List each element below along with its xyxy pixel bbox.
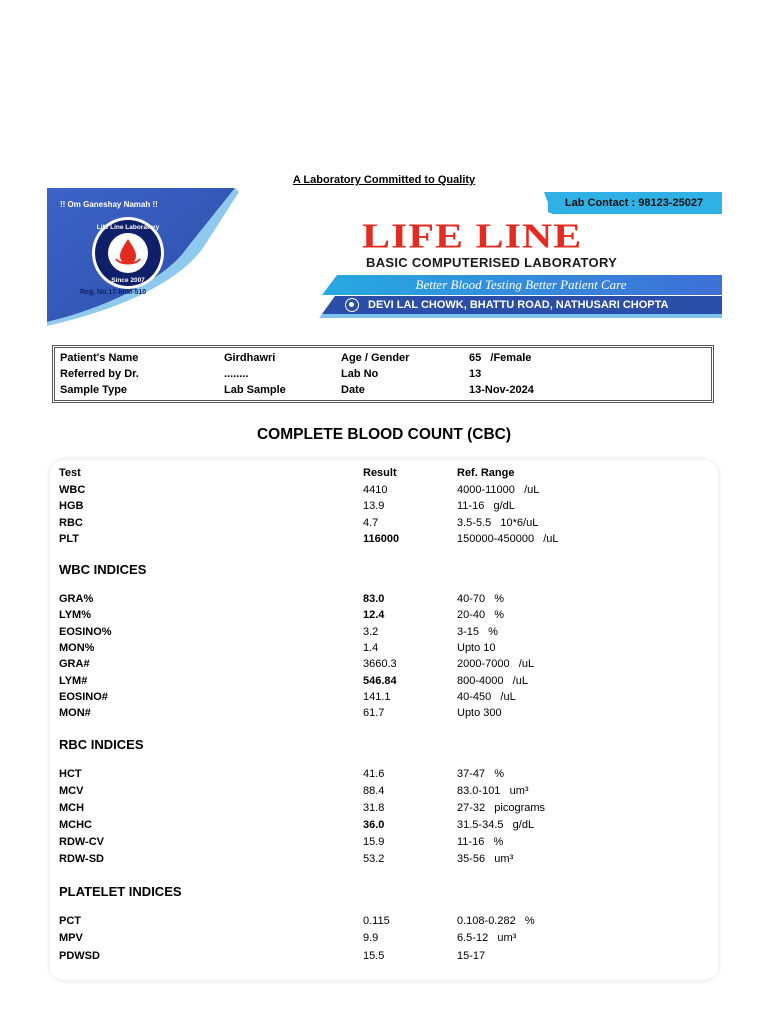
test-name: HCT (59, 768, 82, 780)
test-result: 15.9 (363, 836, 385, 848)
test-result: 13.9 (363, 500, 385, 513)
referred-by-label: Referred by Dr. (60, 368, 139, 380)
report-date: 13-Nov-2024 (469, 384, 534, 396)
test-name: EOSINO% (59, 625, 112, 638)
test-result: 88.4 (363, 785, 385, 797)
test-result: 15.5 (363, 949, 385, 962)
test-result: 4.7 (363, 516, 379, 529)
test-name: PCT (59, 915, 81, 927)
address-band-accent (319, 314, 722, 318)
test-result: 61.7 (363, 707, 385, 720)
lab-no: 13 (469, 368, 482, 380)
reference-range: 11-16 g/dL (457, 500, 515, 513)
col-header-range: Ref. Range (457, 467, 515, 479)
test-result: 12.4 (363, 609, 385, 622)
reference-range: 27-32 picograms (457, 802, 546, 814)
reference-range: 83.0-101 um³ (457, 785, 529, 797)
lab-seal (90, 215, 166, 291)
test-result: 0.115 (363, 915, 390, 927)
date-label: Date (341, 384, 365, 396)
reference-range: 0.108-0.282 % (457, 915, 535, 927)
brand-name: LIFE LINE (362, 218, 583, 256)
test-name: RDW-SD (59, 853, 104, 865)
section-rbc-indices: RBC INDICES (59, 737, 144, 752)
reference-range: 15-17 (457, 949, 486, 962)
test-name: LYM% (59, 609, 91, 622)
lab-address: DEVI LAL CHOWK, BHATTU ROAD, NATHUSARI CHOPTA (368, 299, 669, 311)
reference-range: 150000-450000 /uL (457, 532, 559, 545)
test-result: 4410 (363, 484, 388, 496)
section-wbc-indices: WBC INDICES (59, 562, 147, 577)
test-name: PLT (59, 532, 79, 545)
lab-tagline: A Laboratory Committed to Quality (292, 174, 476, 186)
reference-range: 40-450 /uL (457, 690, 516, 703)
test-name: MCHC (59, 819, 92, 831)
reference-range: 35-56 um³ (457, 853, 514, 865)
reference-range: Upto 10 (457, 641, 496, 654)
test-result: 83.0 (363, 593, 385, 605)
registration-number: Reg. No.17-MIM-510 (80, 289, 147, 296)
lab-subtitle: BASIC COMPUTERISED LABORATORY (366, 255, 618, 270)
test-name: MCH (59, 802, 85, 814)
reference-range: 31.5-34.5 g/dL (457, 819, 535, 831)
reference-range: 2000-7000 /uL (457, 658, 535, 671)
reference-range: 800-4000 /uL (457, 674, 528, 687)
reference-range: 3.5-5.5 10*6/uL (457, 516, 539, 529)
reference-range: 3-15 % (457, 625, 498, 638)
test-result: 141.1 (363, 690, 391, 703)
test-name: MPV (59, 932, 83, 945)
patient-name-label: Patient's Name (60, 352, 139, 364)
test-name: MON# (59, 707, 91, 720)
reference-range: 40-70 % (457, 593, 505, 605)
test-result: 36.0 (363, 819, 385, 831)
col-header-test: Test (59, 467, 81, 479)
test-name: WBC (59, 484, 86, 496)
test-name: MON% (59, 641, 95, 654)
test-name: HGB (59, 500, 84, 513)
test-result: 1.4 (363, 641, 379, 654)
lab-no-label: Lab No (341, 368, 379, 380)
test-result: 3.2 (363, 625, 379, 638)
lab-contact: Lab Contact : 98123-25027 (548, 192, 720, 213)
reference-range: 6.5-12 um³ (457, 932, 517, 945)
test-name: RBC (59, 516, 83, 529)
sample-type-label: Sample Type (60, 384, 128, 396)
reference-range: 20-40 % (457, 609, 505, 622)
reference-range: 4000-11000 /uL (457, 484, 540, 496)
reference-range: 11-16 % (457, 836, 504, 848)
test-result: 3660.3 (363, 658, 397, 671)
test-result: 116000 (363, 532, 400, 545)
patient-name: Girdhawri (224, 352, 276, 364)
test-result: 9.9 (363, 932, 379, 945)
test-name: RDW-CV (59, 836, 104, 848)
test-name: LYM# (59, 674, 88, 687)
reference-range: Upto 300 (457, 707, 502, 720)
test-name: MCV (59, 785, 84, 797)
age-gender-label: Age / Gender (341, 352, 410, 364)
slogan: Better Blood Testing Better Patient Care (415, 277, 627, 292)
test-name: PDWSD (59, 949, 100, 962)
report-title: COMPLETE BLOOD COUNT (CBC) (256, 426, 511, 443)
test-result: 31.8 (363, 802, 385, 814)
svg-text:Life Line Laboratory: Life Line Laboratory (96, 224, 160, 231)
reference-range: 37-47 % (457, 768, 505, 780)
greeting-text: !! Om Ganeshay Namah !! (60, 200, 158, 209)
test-result: 53.2 (363, 853, 385, 865)
age-gender: 65 /Female (469, 352, 532, 364)
test-name: GRA% (59, 593, 94, 605)
referred-by: ........ (224, 368, 249, 380)
test-result: 546.84 (363, 674, 397, 687)
test-result: 41.6 (363, 768, 385, 780)
section-platelet-indices: PLATELET INDICES (59, 884, 182, 899)
svg-text:Since 2007: Since 2007 (111, 277, 145, 284)
sample-type: Lab Sample (224, 384, 286, 396)
col-header-result: Result (363, 467, 397, 479)
test-name: GRA# (59, 658, 90, 671)
test-name: EOSINO# (59, 690, 108, 703)
